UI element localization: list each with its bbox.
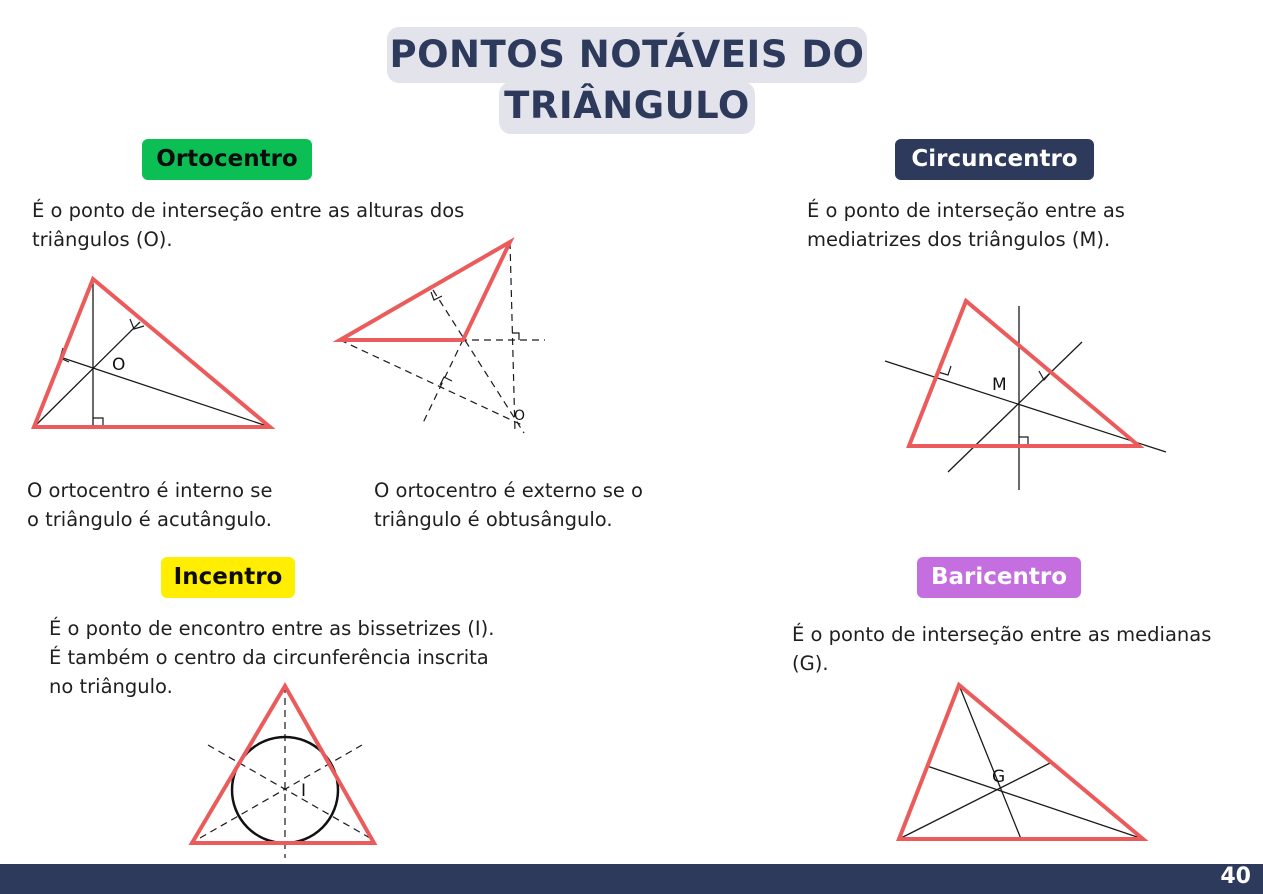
acute-triangle-figure — [34, 279, 270, 427]
circuncentro-description: É o ponto de interseção entre as mediatrizes dos triângulos (M). — [807, 199, 1125, 251]
ortocentro-internal-caption: O ortocentro é interno se o triângulo é acutângulo. — [27, 479, 273, 531]
footer-bar — [0, 864, 1263, 894]
median-line — [959, 685, 1021, 839]
circumcenter-label: M — [992, 375, 1007, 395]
incenter-figure — [192, 686, 374, 858]
circumcenter-figure — [885, 301, 1166, 490]
incentro-description: É o ponto de encontro entre as bissetrizes (I). É também o centro da circunferência inscrita no triângulo. — [49, 617, 495, 698]
altitude-line — [60, 357, 270, 427]
centroid-figure — [899, 685, 1143, 839]
page-number: 40 — [1220, 864, 1251, 889]
perpendicular-bisector-line — [948, 342, 1082, 472]
acute-triangle — [34, 279, 270, 427]
obtuse-triangle — [340, 242, 510, 340]
obtuse-triangle-figure — [340, 242, 545, 433]
orthocenter-label: O — [514, 408, 526, 424]
ortocentro-external-caption: O ortocentro é externo se o triângulo é obtusângulo. — [374, 479, 643, 531]
altitude-line — [340, 340, 522, 425]
perpendicular-bisector-line — [885, 361, 1166, 452]
median-line — [927, 766, 1143, 839]
orthocenter-label: O — [112, 355, 126, 375]
centroid-label: G — [992, 767, 1006, 787]
incentro-badge: Incentro — [161, 557, 295, 598]
baricentro-badge: Baricentro — [917, 557, 1081, 598]
centroid-triangle — [899, 685, 1143, 839]
ortocentro-description: É o ponto de interseção entre as alturas dos triângulos (O). — [32, 199, 465, 251]
baricentro-description: É o ponto de interseção entre as medianas (G). — [792, 623, 1212, 675]
incenter-triangle — [192, 686, 374, 843]
circuncentro-badge: Circuncentro — [895, 139, 1094, 180]
incenter-label: I — [301, 781, 307, 801]
altitude-line — [510, 242, 515, 432]
ortocentro-badge: Ortocentro — [142, 139, 312, 180]
page-title-line-1: PONTOS NOTÁVEIS DO — [387, 27, 867, 83]
page-title-line-2: TRIÂNGULO — [499, 82, 755, 134]
